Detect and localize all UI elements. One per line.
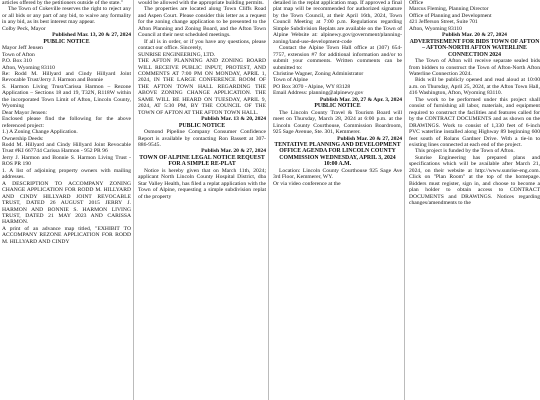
notice-paragraph: articles offered by the petitioners outside of the state." [2,0,124,6]
column-3 [273,0,405,400]
notice-paragraph: Notice is hereby given that on March 11th, 2024; applicant North Lincoln County Hospital District, dba Star Valley Health, has filed a replat application with the Town of Alpine, requesting a simple subdivision replat of the property [138,167,266,200]
notice-paragraph: Contact the Alpine Town Hall office at (307) 654-7757, extension #7 for additional information and/or to submit your comments. Written comments can be submitted to: [273,45,402,71]
notice-paragraph: Office of Planning and Development [409,12,492,19]
notice-paragraph: Bids will be publicly opened and read aloud at 10:00 a.m. on Thursday, April 25, 2024, at the Afton Town Hall, 416 Washington, Afton, Wyoming 83110. [409,77,540,97]
notice-paragraph: Dear Mayor Jensen: [2,109,48,116]
notice-paragraph: would be allowed with the appropriate building permits. [138,0,264,6]
notice-paragraph: Town of Afton [2,51,35,58]
notice-paragraph: S. Harmon Living Trust/Carissa Harmon – Rezone Application – Sections 18 and 19, T32N, R118W within the incorporated Town Limit of Afton, Lincoln County, Wyoming [2,83,131,110]
publication-dates: Publish Mar. 20, 27 & Apr. 3, 2024 [319,96,402,103]
publication-dates: Publish Mar. 20 & 27, 2024 [442,32,507,39]
notice-paragraph: A DESCRIPTION TO ACCOMPANY ZONING CHANGE APPLICATION FOR RODD M. HILLYARD AND CINDY HILLYARD JOINT REVOCABLE TRUST, DATED 26 AUGUST 2015 JERRY J. HARMON AND BONNIE S. HARMON LIVING TRUST, DATED 21 MAY 2023 AND CARISSA HARMON. [2,180,131,226]
notice-paragraph: Email Address: planning@alpinewy.gov [273,90,364,97]
publication-dates: Publish Mar. 20 & 27, 2024 [337,135,402,142]
column-4 [409,0,540,400]
notice-paragraph: The Town of Afton will receive separate sealed bids from bidders to construct the Town of Afton-North Afton Waterline Connection 2024. [409,58,540,77]
notice-paragraph: 1.) A Zoning Change Application. [2,129,78,136]
notice-paragraph: Jerry J. Harmon and Bonnie S. Harmon Living Trust - ROS PR 190 [2,154,131,168]
notice-paragraph: SUNRISE ENGINEERING, LTD. [138,51,216,58]
notice-paragraph: Osmond Pipeline Company Consumer Confidence Report is available by contacting Ron Bassett at 307-886-9545. [138,129,266,148]
notice-heading: PUBLIC NOTICE [178,122,226,129]
notice-paragraph: Afton, Wyoming 83110 [2,64,55,71]
notice-heading: PUBLIC NOTICE [43,38,90,45]
notice-heading: PUBLIC NOTICE [314,103,361,110]
notice-heading: ADVERTISEMENT FOR BIDS TOWN OF AFTON – AFTON-NORTH AFTON WATERLINE CONNECTION 2024 [409,38,540,58]
publication-dates: Publish Mar. 13 & 20, 2024 [201,116,266,123]
notice-paragraph: The properties are located along Town Cliffs Road and Aspen Court. Please consider this letter as a request for the zoning change application to be presented to the Afton Planning and Zoning Board, and the Afton Town Council at their next scheduled meetings. [138,6,266,39]
publication-dates: Published Mar. 13, 20 & 27, 2024 [52,32,131,39]
notice-paragraph: Marcus Fleming, Planning Director [409,6,489,13]
column-1 [2,0,134,400]
notice-paragraph: Afton, Wyoming 83110 [409,25,462,32]
notice-paragraph: PO Box 3070 - Alpine, WY 83128 [273,83,351,90]
notice-paragraph: Sunrise Engineering has prepared plans and specifications which will be available after March 21, 2024, on their website at http://www.sunrise-eng.com. Click on "Plan Room" at the top of the homepage. Bidders must register, sign in, and choose to become a plan holder to obtain access to CONTRACT DOCUMENTS and DRAWINGS. Notices regarding changes/amendments to the [409,154,540,207]
notice-paragraph: Town of Alpine [273,77,309,84]
notice-paragraph: detailed in the replat application map. If approved a final plat map will be recommended for authorized signature by the Town Council, at their April 16th, 2024, Town Council Meeting at 7:00 p.m. Regulations regarding Simple Subdivision Replats are available on the Town of Alpine Website at: alpinewy.gov/government/planning-zoning/land-use-development-code [273,0,402,45]
publication-dates: Publish Mar. 20 & 27, 2024 [201,148,266,155]
column-2 [138,0,269,400]
notice-paragraph: The work to be performed under this project shall consist of furnishing all labor, materials, and equipment required to construct the facilities and features called for by the CONTRACT DOCUMENTS and as shown on the DRAWINGS. Work to consist of 1,330 feet of 6-inch PVC waterline installed along Highway 89 beginning 600 feet south of Rolans Gardner Drive. With a tie-in to existing lines connected at each end of the project. [409,96,540,148]
notice-heading: TENTATIVE PLANNING AND DEVELOPMENT OFFICE AGENDA FOR LINCOLN COUNTY COMMISSION WEDNESDAY, APRIL 3, 2024 10:00 A.M. [274,141,401,168]
notice-paragraph: Christine Wagner, Zoning Administrator [273,70,364,77]
notice-paragraph: A print of an advance map titled, "EXHIBIT TO ACCOMPANY REZONE APPLICATION FOR RODD M. HILLYARD AND CINDY [2,225,131,245]
notice-paragraph: Location: Lincoln County Courthouse 925 Sage Ave 3rd Floor, Kemmerer, WY. [273,167,402,181]
notice-paragraph: The Lincoln County Travel & Tourism Board will meet on Thursday, March 28, 2024 at 6:00 p.m. at the Lincoln County Courthouse, Commission Boardroom, 925 Sage Avenue, Ste. 301, Kemmerer. [273,109,402,136]
notice-paragraph: If all is in order, or if you have any questions, please contact our office. Sincerely, [138,38,266,52]
notice-paragraph: Office [409,0,424,6]
notice-paragraph: Colby Peck, Mayor [2,25,46,32]
notice-paragraph: Re: Rodd M. Hillyard and Cindy Hillyard Joint Revocable Trust/Jerry J. Harmon and Bonnie [2,70,131,84]
notice-paragraph: P.O. Box 310 [2,58,32,65]
notice-paragraph: Rodd M. Hillyard and Cindy Hillyard Joint Revocable Trust #KI 667744 Carissa Harmon - 952 PR 96 [2,141,131,155]
notice-paragraph: Or via video conference at the [273,180,341,187]
notice-paragraph: Ownership Deeds: [2,135,44,142]
notice-paragraph: Mayor Jeff Jensen [2,45,43,52]
notice-paragraph: The Town of Cokeville reserves the right to reject any or all bids or any part of any bid, to waive any formality in any bid, as its best interest may appear. [2,6,131,26]
notice-paragraph: 421 Jefferson Street, Suite 701 [409,19,478,26]
notice-heading: TOWN OF ALPINE LEGAL NOTICE REQUEST FOR A SIMPLE RE-PLAT [139,154,265,168]
notice-paragraph: 1. A list of adjoining property owners with mailing addresses. [2,167,131,181]
notice-paragraph: This project is funded by the Town of Afton. [415,148,515,155]
notice-paragraph: Enclosed please find the following for the above referenced project: [2,116,131,129]
notice-paragraph: THE AFTON PLANNING AND ZONING BOARD WILL RECEIVE PUBLIC INPUT, PROTEST, AND COMMENTS AT 7:00 PM ON MONDAY, APRIL 1, 2024, IN THE LARGE CONFERENCE ROOM OF THE AFTON TOWN HALL REGARDING THE ABOVE ZONING CHANGE APPLICATION. THE SAME WILL BE HEARD ON TUESDAY, APRIL 9, 2024, AT 5:30 PM, BY THE COUNCIL OF THE TOWN OF AFTON AT THE AFTON TOWN HALL. [138,58,266,116]
